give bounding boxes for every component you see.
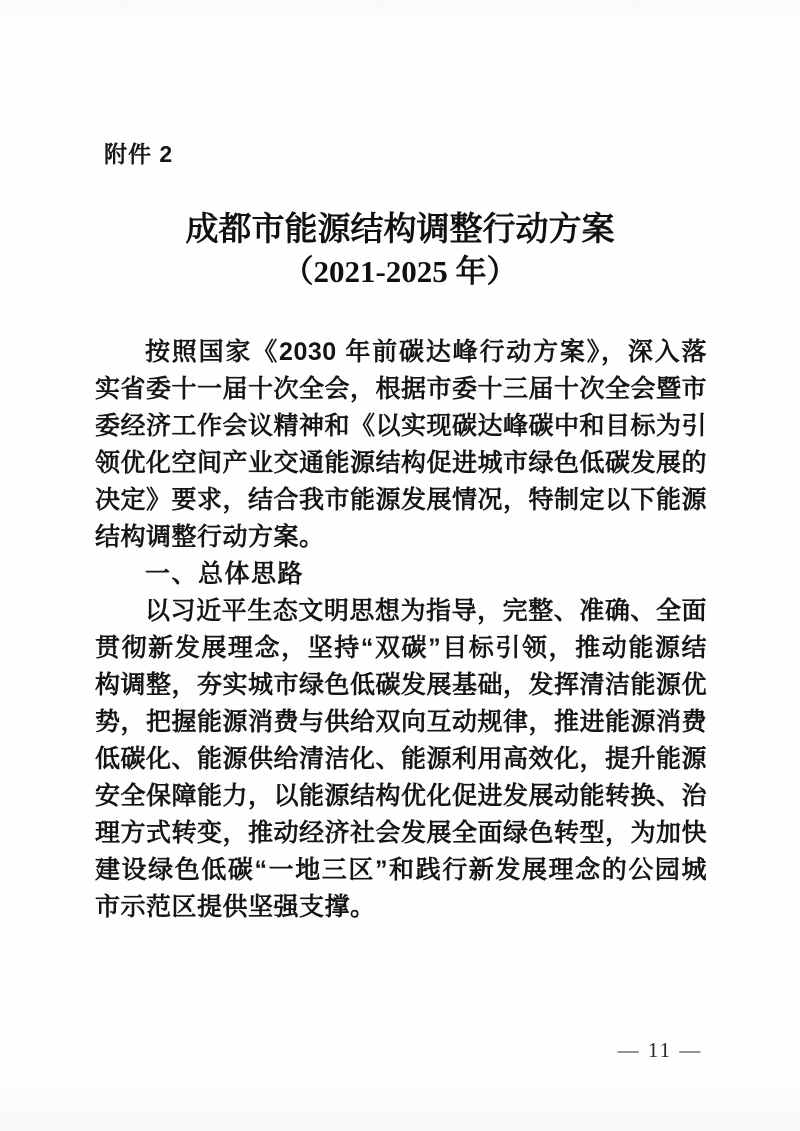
section-heading-overall-approach: 一、总体思路 (145, 560, 305, 588)
body-paragraph-1: 按照国家《2030 年前碳达峰行动方案》，深入落实省委十一届十次全会，根据市委十三届十次全会暨市委经济工作会议精神和《以实现碳达峰碳中和目标为引领优化空间产业交通能源结构促进城市绿色低碳发展的决定》要求，结合我市能源发展情况，特制定以下能源结构调整行动方案。 (95, 338, 708, 551)
attachment-label: 附件 2 (104, 141, 174, 167)
document-body (95, 334, 707, 926)
page-number: — 11 — (617, 1038, 703, 1062)
document-title: 成都市能源结构调整行动方案 (185, 210, 615, 247)
body-paragraph-2: 以习近平生态文明思想为指导，完整、准确、全面贯彻新发展理念，坚持“双碳”目标引领，推动能源结构调整，夯实城市绿色低碳发展基础，发挥清洁能源优势，把握能源消费与供给双向互动规律，推进能源消费低碳化、能源供给清洁化、能源利用高效化，提升能源安全保障能力，以能源结构优化促进发展动能转换、治理方式转变，推动经济社会发展全面绿色转型，为加快建设绿色低碳“一地三区”和践行新发展理念的公园城市示范区提供坚强支撑。 (95, 597, 708, 921)
document-subtitle: （2021-2025 年） (282, 254, 518, 289)
